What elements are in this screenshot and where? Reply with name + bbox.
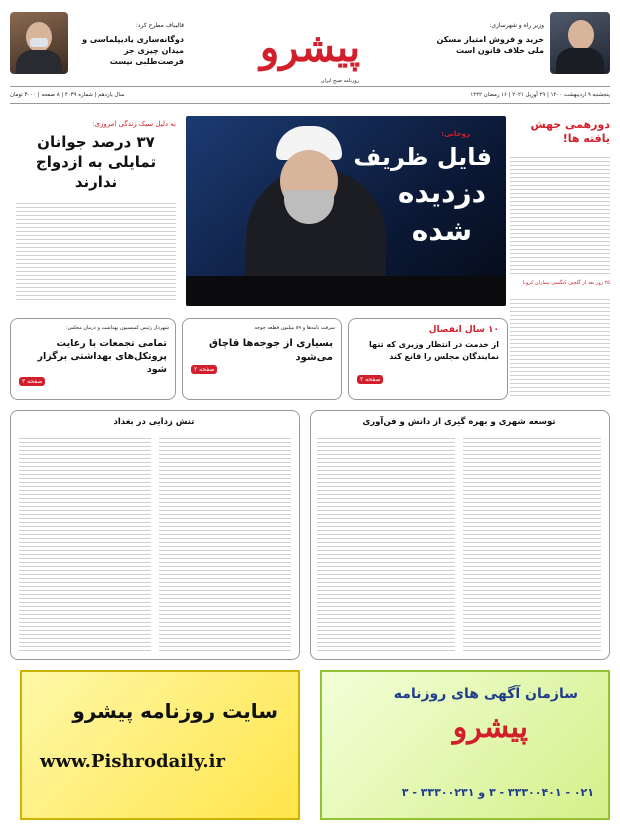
date-line: پنجشنبه ۹ اردیبهشت ۱۴۰۰ | ۲۹ آوریل ۲۰۲۱ | ۱۶ رمضان ۱۴۴۲: [470, 92, 610, 98]
article-right: [310, 410, 610, 660]
mid-row: [10, 318, 508, 400]
right-col-headline: دورهمی جهش یافته ها!: [530, 118, 610, 145]
main-headline-3: شده: [411, 214, 472, 247]
story-b-tag: صفحه ۲: [191, 365, 217, 374]
advert-office-title: سازمان آگهی های روزنامه: [393, 686, 578, 702]
right-headline: خرید و فروش امتیاز مسکن ملی خلاف قانون است: [436, 35, 544, 55]
story-a: [348, 318, 508, 400]
tagline: روزنامه صبح ایران: [320, 78, 360, 84]
advert-office-phones: ۰۲۱ - ۳۳۳۰۰۴۰۱ - ۳ و ۳۳۳۰۰۲۳۱ - ۳: [401, 786, 594, 799]
left-col-text: [16, 200, 176, 300]
main-headline-2: دزدیده: [397, 176, 486, 209]
website-ad: [20, 670, 300, 820]
article-right-text-2: [317, 435, 455, 653]
right-kicker: وزیر راه و شهرسازی:: [489, 22, 544, 29]
story-c-kicker: شهردار رئیس کمیسیون بهداشت و درمان مجلس:: [66, 325, 169, 331]
article-left-text-2: [19, 435, 151, 653]
left-column: [10, 116, 180, 306]
article-right-text-1: [463, 435, 601, 653]
left-col-headline: ۳۷ درصد جوانان تمایلی به ازدواج ندارند: [35, 133, 157, 191]
story-a-kicker: ۱۰ سال انفصال: [428, 325, 499, 335]
right-col-text: [510, 154, 610, 274]
advert-office-logo: پیشرو: [452, 710, 528, 745]
left-kicker: قالیباف مطرح کرد:: [135, 22, 184, 29]
story-a-tag: صفحه ۲: [357, 375, 383, 384]
story-a-headline: از خدمت در انتظار وزیری که تنها نمایندگان مجلس را قانع کند: [369, 340, 499, 361]
article-left-title: تنش زدایی در بغداد: [113, 417, 195, 427]
right-column: [508, 114, 610, 400]
website-ad-url[interactable]: www.Pishrodaily.ir: [40, 751, 225, 772]
left-col-kicker: به دلیل سبک زندگی امروزی:: [92, 120, 176, 128]
story-b-headline: بسیاری از جوجه‌ها قاچاق می‌شود: [209, 338, 333, 363]
speaker-photo: [10, 12, 68, 74]
right-col-text-2: [510, 296, 610, 396]
story-c-tag: صفحه ۲: [19, 377, 45, 386]
newspaper-logo: پیشرو: [259, 24, 361, 71]
article-left: [10, 410, 300, 660]
article-left-text-1: [159, 435, 291, 653]
minister-photo: [550, 12, 610, 74]
main-headline-1: فایل ظریف: [353, 143, 492, 171]
website-ad-headline: سایت روزنامه پیشرو: [72, 699, 278, 723]
advert-office-ad: [320, 670, 610, 820]
story-b: [182, 318, 342, 400]
left-headline: دوگانه‌سازی یادیپلماسی و میدان چیزی جز فرصت‌طلبی نیست: [82, 35, 184, 66]
right-col-link: ۲۵ روز بعد از گلچین کنگسی بیماران کرونا: [522, 280, 610, 286]
issue-line: سال یازدهم | شماره ۴۰۳۹ | ۸ صفحه | ۳۰۰۰ تومان: [10, 92, 125, 98]
story-b-kicker: سرقت نامه‌ها و ۸۹ میلیون قطعه جوجه: [254, 325, 335, 331]
story-c: [10, 318, 176, 400]
main-photo: [186, 116, 506, 306]
masthead: [10, 12, 610, 106]
date-bar: [10, 86, 610, 104]
article-right-title: توسعه شهری و بهره گیری از دانش و فن‌آوری: [362, 417, 556, 427]
main-kicker: روحانی:: [441, 130, 470, 138]
story-c-headline: تمامی تجمعات با رعایت پروتکل‌های بهداشتی برگزار شود: [37, 338, 167, 375]
